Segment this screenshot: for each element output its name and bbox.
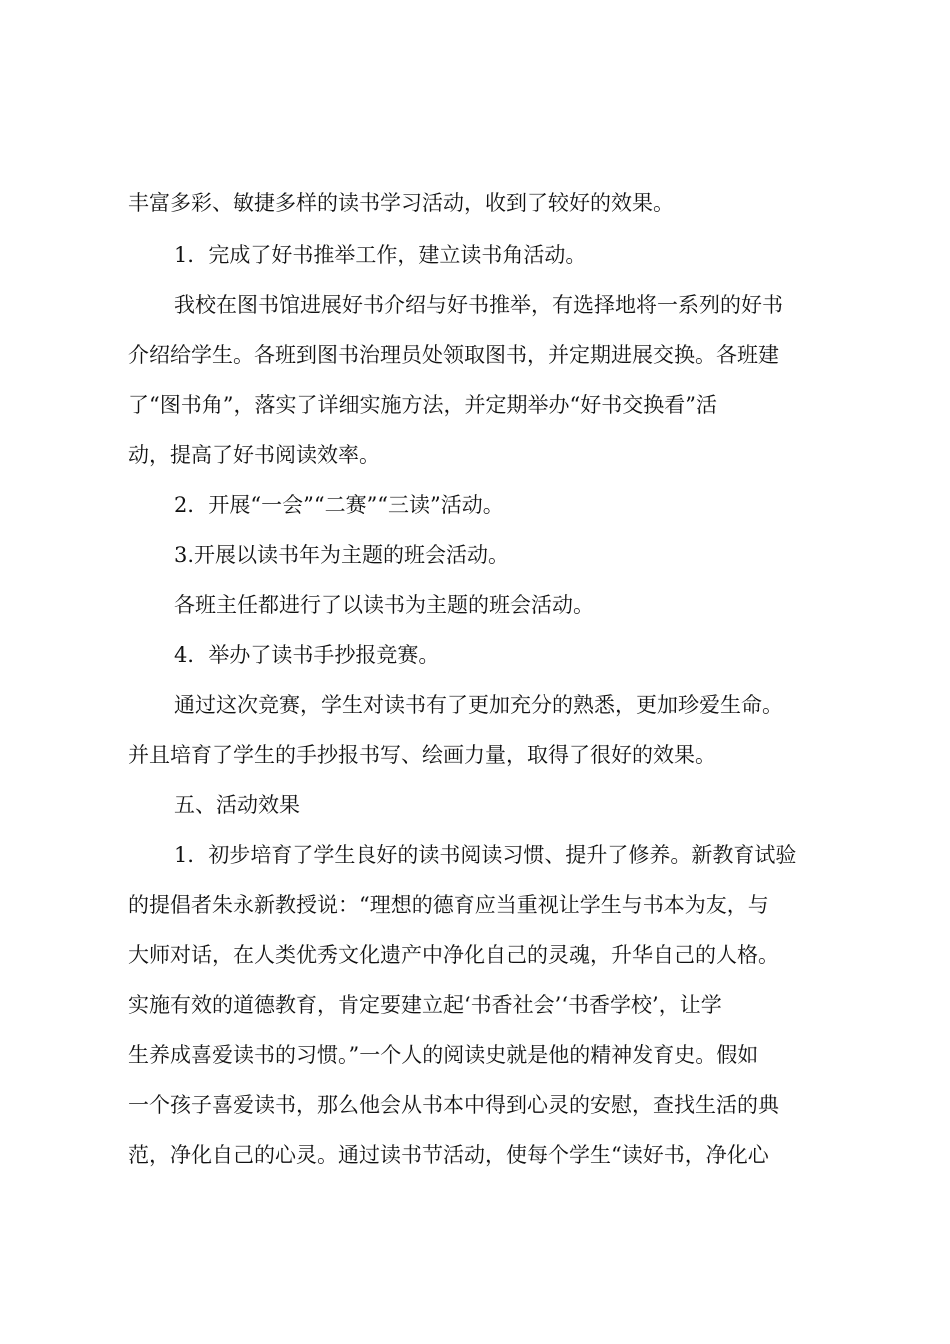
paragraph-line: 我校在图书馆进展好书介绍与好书推举，有选择地将一系列的好书 [174, 293, 783, 317]
paragraph-line: 范，净化自己的心灵。通过读书节活动，使每个学生“读好书，净化心 [128, 1143, 769, 1167]
section-item-heading: 3.开展以读书年为主题的班会活动。 [174, 543, 510, 567]
section-item-heading: 2．开展“一会”“二赛”“三读”活动。 [174, 493, 504, 517]
paragraph-line: 动，提高了好书阅读效率。 [128, 443, 380, 467]
paragraph-line: 各班主任都进行了以读书为主题的班会活动。 [174, 593, 594, 617]
section-heading: 五、活动效果 [174, 793, 300, 817]
paragraph-line: 丰富多彩、敏捷多样的读书学习活动，收到了较好的效果。 [128, 191, 674, 215]
paragraph-line: 了“图书角”，落实了详细实施方法，并定期举办“好书交换看”活 [128, 393, 717, 417]
paragraph-line: 并且培育了学生的手抄报书写、绘画力量，取得了很好的效果。 [128, 743, 716, 767]
paragraph-line: 实施有效的道德教育，肯定要建立起‘书香社会’‘书香学校’，让学 [128, 993, 722, 1017]
paragraph-line: 1．初步培育了学生良好的读书阅读习惯、提升了修养。新教育试验 [174, 843, 797, 867]
paragraph-line: 大师对话，在人类优秀文化遗产中净化自己的灵魂，升华自己的人格。 [128, 943, 779, 967]
paragraph-line: 介绍给学生。各班到图书治理员处领取图书，并定期进展交换。各班建 [128, 343, 779, 367]
paragraph-line: 通过这次竞赛，学生对读书有了更加充分的熟悉，更加珍爱生命。 [174, 693, 783, 717]
section-item-heading: 4．举办了读书手抄报竞赛。 [174, 643, 440, 667]
paragraph-line: 生养成喜爱读书的习惯。”一个人的阅读史就是他的精神发育史。假如 [128, 1043, 759, 1067]
paragraph-line: 一个孩子喜爱读书，那么他会从书本中得到心灵的安慰，查找生活的典 [128, 1093, 779, 1117]
section-item-heading: 1．完成了好书推举工作，建立读书角活动。 [174, 243, 587, 267]
paragraph-line: 的提倡者朱永新教授说：“理想的德育应当重视让学生与书本为友，与 [128, 893, 769, 917]
